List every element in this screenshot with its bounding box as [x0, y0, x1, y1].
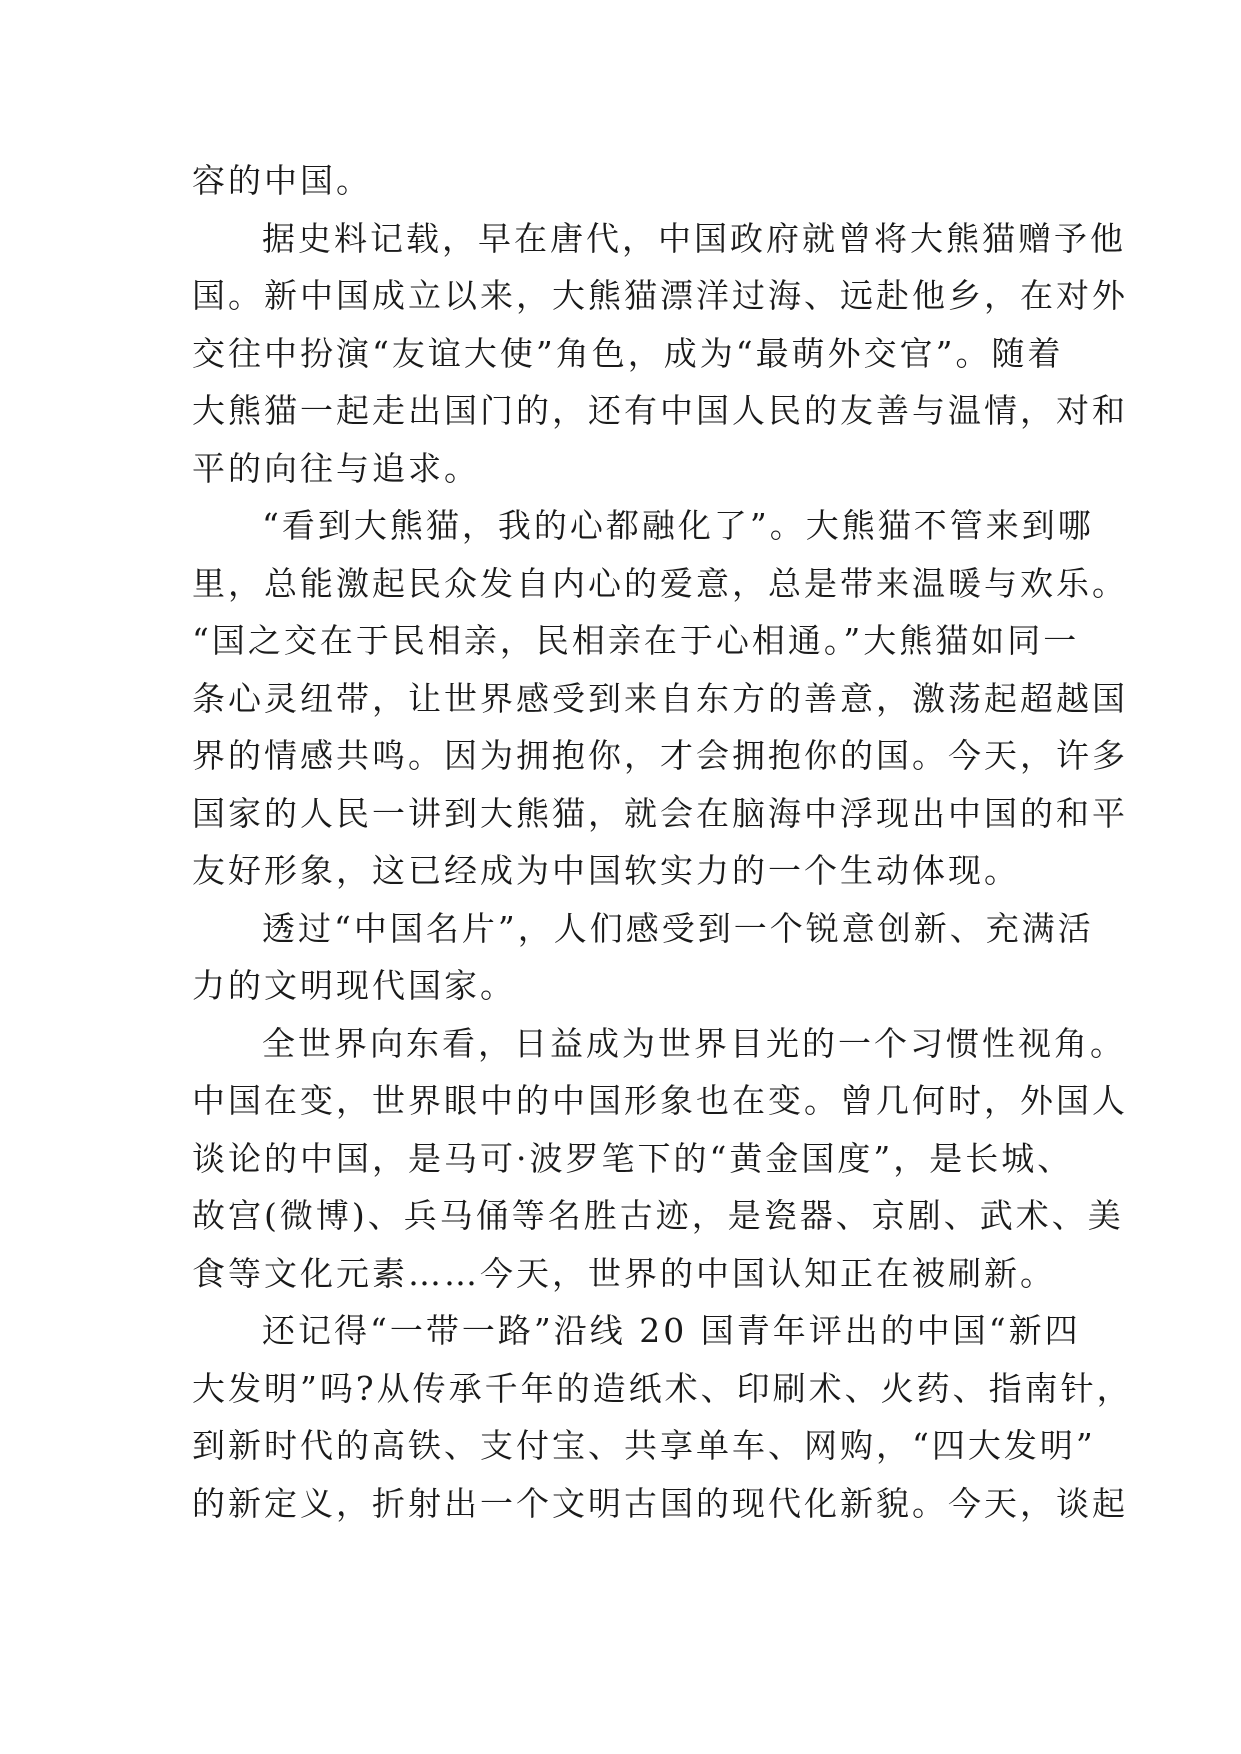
text-line: 大发明”吗?从传承千年的造纸术、印刷术、火药、指南针，	[192, 1368, 1133, 1408]
text-line: 平的向往与追求。	[192, 448, 480, 488]
text-line: 里，总能激起民众发自内心的爱意，总是带来温暖与欢乐。	[192, 563, 1128, 603]
paragraph-first-line: 还记得“一带一路”沿线 20 国青年评出的中国“新四	[262, 1311, 1081, 1350]
text-line: 大熊猫一起走出国门的，还有中国人民的友善与温情，对和	[192, 391, 1128, 430]
text-line: 到新时代的高铁、支付宝、共享单车、网购，“四大发明”	[192, 1426, 1096, 1465]
text-line: 交往中扮演“友谊大使”角色，成为“最萌外交官”。随着	[192, 333, 1064, 373]
text-line: 条心灵纽带，让世界感受到来自东方的善意，激荡起超越国	[192, 678, 1128, 718]
article-body	[192, 152, 1133, 1532]
text-line: 国家的人民一讲到大熊猫，就会在脑海中浮现出中国的和平	[192, 793, 1128, 833]
text-line: 力的文明现代国家。	[192, 966, 516, 1005]
paragraph-first-line: 据史料记载，早在唐代，中国政府就曾将大熊猫赠予他	[262, 218, 1126, 258]
text-line: 谈论的中国，是马可·波罗笔下的“黄金国度”，是长城、	[192, 1138, 1074, 1178]
text-line: 的新定义，折射出一个文明古国的现代化新貌。今天，谈起	[192, 1483, 1128, 1523]
text-line: 友好形象，这已经成为中国软实力的一个生动体现。	[192, 851, 1020, 890]
text-line: 界的情感共鸣。因为拥抱你，才会拥抱你的国。今天，许多	[192, 736, 1128, 775]
paragraph-first-line: 全世界向东看，日益成为世界目光的一个习惯性视角。	[262, 1023, 1126, 1063]
text-line: 中国在变，世界眼中的中国形象也在变。曾几何时，外国人	[192, 1081, 1128, 1120]
text-line: 故宫(微博)、兵马俑等名胜古迹，是瓷器、京剧、武术、美	[192, 1196, 1124, 1235]
text-line: 容的中国。	[192, 161, 372, 200]
paragraph-first-line: 透过“中国名片”，人们感受到一个锐意创新、充满活	[262, 908, 1094, 948]
text-line: 国。新中国成立以来，大熊猫漂洋过海、远赴他乡，在对外	[192, 276, 1128, 315]
text-line: 食等文化元素……今天，世界的中国认知正在被刷新。	[192, 1253, 1056, 1293]
text-line: “国之交在于民相亲，民相亲在于心相通。”大熊猫如同一	[192, 621, 1080, 660]
paragraph-first-line: “看到大熊猫，我的心都融化了”。大熊猫不管来到哪	[262, 506, 1094, 545]
